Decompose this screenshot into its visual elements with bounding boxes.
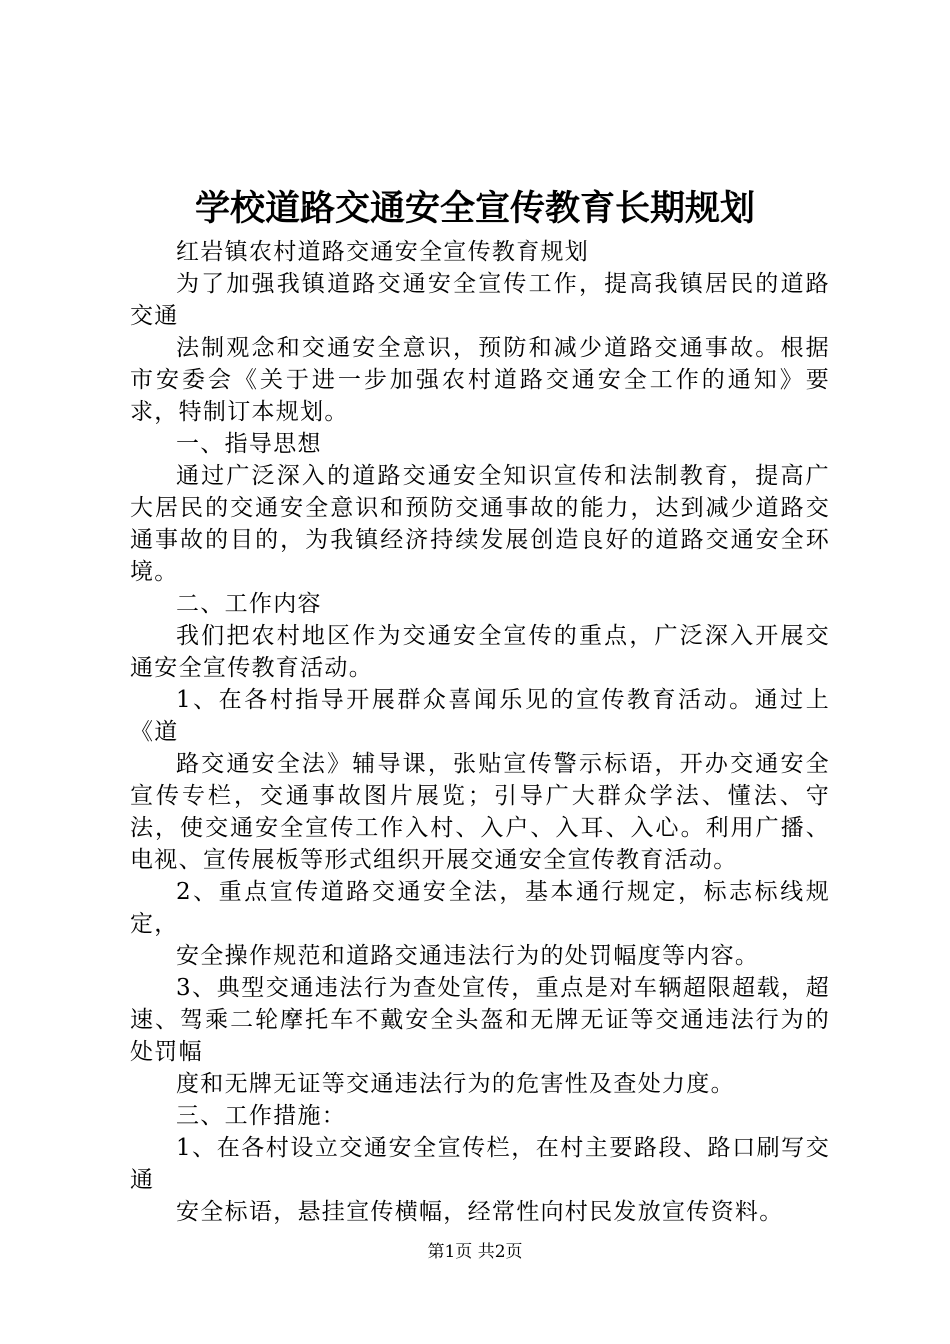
- paragraph: 我们把农村地区作为交通安全宣传的重点，广泛深入开展交通安全宣传教育活动。: [130, 623, 830, 681]
- paragraph: 通过广泛深入的道路交通安全知识宣传和法制教育，提高广大居民的交通安全意识和预防交通事故的能力，达到减少道路交通事故的目的，为我镇经济持续发展创造良好的道路交通安全环境。: [130, 463, 830, 585]
- document-title: 学校道路交通安全宣传教育长期规划: [194, 188, 755, 229]
- paragraph: 路交通安全法》辅导课，张贴宣传警示标语，开办交通安全宣传专栏，交通事故图片展览；引导广大群众学法、懂法、守法，使交通安全宣传工作入村、入户、入耳、入心。利用广播、电视、宣传展板等形式组织开展交通安全宣传教育活动。: [130, 751, 830, 873]
- paragraph: 3、典型交通违法行为查处宣传，重点是对车辆超限超载，超速、驾乘二轮摩托车不戴安全头盔和无牌无证等交通违法行为的处罚幅: [130, 975, 830, 1065]
- paragraph: 安全标语，悬挂宣传横幅，经常性向村民发放宣传资料。: [176, 1199, 784, 1225]
- paragraph: 1、在各村指导开展群众喜闻乐见的宣传教育活动。通过上《道: [130, 687, 830, 745]
- paragraph: 为了加强我镇道路交通安全宣传工作，提高我镇居民的道路交通: [130, 271, 830, 329]
- paragraph: 法制观念和交通安全意识，预防和减少道路交通事故。根据市安委会《关于进一步加强农村道路交通安全工作的通知》要求，特制订本规划。: [130, 335, 830, 425]
- page-indicator: 第1页 共2页: [427, 1242, 523, 1262]
- paragraph: 安全操作规范和道路交通违法行为的处罚幅度等内容。: [176, 943, 760, 969]
- paragraph: 2、重点宣传道路交通安全法，基本通行规定，标志标线规定，: [130, 879, 830, 937]
- document-body: [130, 236, 830, 1228]
- paragraph: 1、在各村设立交通安全宣传栏，在村主要路段、路口刷写交通: [130, 1135, 830, 1193]
- section-heading: 二、工作内容: [176, 591, 322, 617]
- paragraph: 度和无牌无证等交通违法行为的危害性及查处力度。: [176, 1071, 735, 1097]
- paragraph-subtitle: 红岩镇农村道路交通安全宣传教育规划: [176, 239, 590, 265]
- section-heading: 三、工作措施：: [176, 1103, 347, 1129]
- section-heading: 一、指导思想: [176, 431, 322, 457]
